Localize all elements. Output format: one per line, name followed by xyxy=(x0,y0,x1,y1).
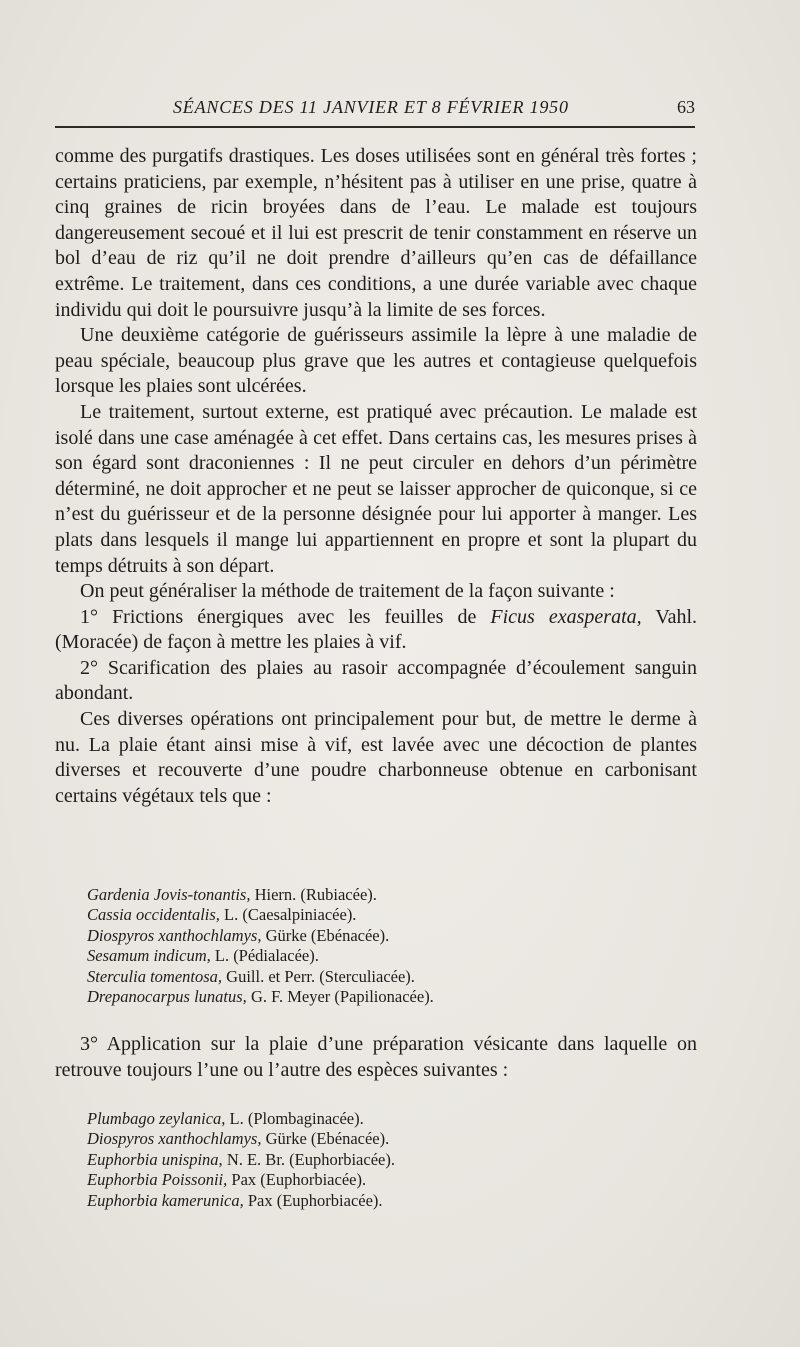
species-name: Plumbago zeylanica, xyxy=(87,1109,226,1128)
paragraph-continued: comme des purgatifs drastiques. Les doses utilisées sont en général très fortes ; certains praticiens, par exemple, n’hésitent pas à utiliser en une prise, quatre à cinq graines de ricin broyées dans de l’eau. Le malade est toujours dangereusement secoué et il lui est prescrit de tenir constamment en réserve un bol d’eau de riz qu’il ne doit prendre d’ailleurs qu’en cas de défaillance extrême. Le traitement, dans ces conditions, a une durée variable avec chaque individu qui doit le poursuivre jusqu’à la limite de ses forces. xyxy=(55,145,697,321)
running-head: SÉANCES DES 11 JANVIER ET 8 FÉVRIER 1950 xyxy=(173,97,569,117)
species-name: Euphorbia Poissonii, xyxy=(87,1170,228,1190)
species-name: Drepanocarpus lunatus, xyxy=(87,987,247,1007)
paragraph-operations: Ces diverses opérations ont principalement pour but, de mettre le derme à nu. La plaie étant ainsi mise à vif, est lavée avec une décoction de plantes diverses et recouverte d’une poudre charbonneuse obtenue en carbonisant certains végétaux tels que : xyxy=(55,708,697,807)
species-name: Euphorbia unispina, xyxy=(87,1149,223,1169)
paragraph-method: On peut généraliser la méthode de traitement de la façon suivante : xyxy=(80,580,615,603)
step-1-number: 1° xyxy=(80,605,98,628)
species-authority: L. (Pédialacée). xyxy=(214,946,319,966)
paragraph-treatment: Le traitement, surtout externe, est pratiqué avec précaution. Le malade est isolé dans une case aménagée à cet effet. Dans certains cas, les mesures prises à son égard sont draconiennes : Il ne peut circuler en dehors d’un périmètre déterminé, ne doit approcher et ne peut se laisser approcher de quiconque, si ce n’est du guérisseur et de la personne désignée pour lui apporter à manger. Les plats dans lesquels il mange lui appartiennent en propre et sont la plupart du temps détruits à son départ. xyxy=(55,400,697,577)
page-header xyxy=(55,97,695,121)
plant-list-item xyxy=(87,946,687,966)
plant-list-item xyxy=(87,1109,687,1129)
plant-list-item xyxy=(87,1129,687,1149)
step-1 xyxy=(55,605,697,656)
species-authority: L. (Plombaginacée). xyxy=(229,1109,364,1128)
species-name: Diospyros xanthochlamys, xyxy=(87,925,262,945)
species-authority: Gürke (Ebénacée). xyxy=(265,925,390,945)
species-name: Euphorbia kamerunica, xyxy=(87,1190,244,1210)
step-1-text-after: Vahl. (Moracée) de façon à mettre les plaies à vif. xyxy=(55,605,698,654)
species-authority: Gürke (Ebénacée). xyxy=(265,1129,390,1149)
species-authority: N. E. Br. (Euphorbiacée). xyxy=(226,1149,395,1169)
plant-list-item xyxy=(87,1170,687,1190)
species-authority: Guill. et Perr. (Sterculiacée). xyxy=(226,966,415,986)
plant-list-1 xyxy=(87,885,687,1007)
plant-list-2 xyxy=(87,1109,687,1211)
species-name: Gardenia Jovis-tonantis, xyxy=(87,885,251,904)
main-text xyxy=(55,144,697,809)
plant-list-item xyxy=(87,987,687,1007)
species-authority: L. (Caesalpiniacée). xyxy=(224,905,357,925)
species-name: Sterculia tomentosa, xyxy=(87,966,223,986)
plant-list-item xyxy=(87,967,687,987)
step-3-block xyxy=(55,1032,697,1083)
step-1-text: Frictions énergiques avec les feuilles de xyxy=(112,605,477,628)
step-2: 2° Scarification des plaies au rasoir accompagnée d’écoulement sanguin abondant. xyxy=(55,656,697,705)
page-number: 63 xyxy=(677,97,695,117)
step-3: 3° Application sur la plaie d’une préparation vésicante dans laquelle on retrouve toujours l’une ou l’autre des espèces suivantes : xyxy=(55,1033,697,1081)
species-authority: Pax (Euphorbiacée). xyxy=(247,1190,383,1210)
plant-list-item xyxy=(87,1150,687,1170)
species-authority: G. F. Meyer (Papilionacée). xyxy=(250,987,434,1007)
plant-list-item xyxy=(87,926,687,946)
step-1-species: Ficus exasperata, xyxy=(490,605,642,628)
paragraph-second-category: Une deuxième catégorie de guérisseurs assimile la lèpre à une maladie de peau spéciale, beaucoup plus grave que les autres et contagieuse quelquefois lorsque les plaies sont ulcérées. xyxy=(55,324,697,398)
species-authority: Hiern. (Rubiacée). xyxy=(254,885,377,904)
species-name: Sesamum indicum, xyxy=(87,946,211,966)
species-name: Diospyros xanthochlamys, xyxy=(87,1129,262,1149)
species-name: Cassia occidentalis, xyxy=(87,905,220,925)
header-rule xyxy=(55,126,695,128)
plant-list-item xyxy=(87,905,687,925)
plant-list-item xyxy=(87,885,687,905)
species-authority: Pax (Euphorbiacée). xyxy=(231,1170,367,1190)
plant-list-item xyxy=(87,1191,687,1211)
